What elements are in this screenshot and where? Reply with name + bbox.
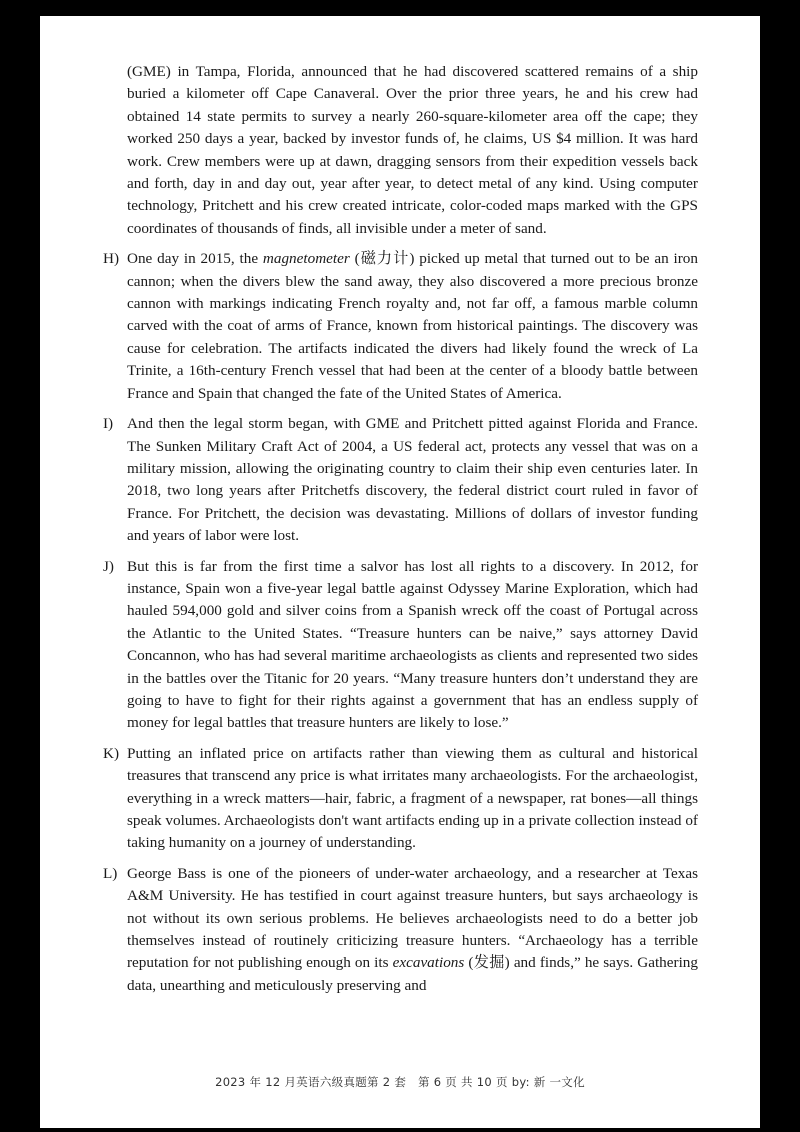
italic-term: excavations (392, 954, 465, 972)
document-page (40, 16, 760, 1128)
paragraph-g-continuation: (GME) in Tampa, Florida, announced that he had discovered scattered remains of a ship buried a kilometer off Cape Canaveral. Over the prior three years, he and his crew had obtained 14 state permits to survey a nearly 260-square-kilometer area off the cape; they worked 250 days a year, backed by investor funds of, he claims, US $4 million. It was hard work. Crew members were up at dawn, dragging sensors from their expedition vessels back and forth, day in and day out, year after year, to detect metal of any kind. Using computer technology, Pritchett and his crew created intricate, color-coded maps marked with the GPS coordinates of thousands of finds, all invisible under a meter of sand. (127, 63, 698, 237)
paragraph-k: K) Putting an inflated price on artifacts rather than viewing them as cultural and historical treasures that transcend any price is what irritates many archaeologists. For the archaeologist, everything in a wreck matters—hair, fabric, a fragment of a newspaper, rat bones—all things speak volumes. Archaeologists don't want artifacts ending up in a private collection instead of taking humanity on a journey of understanding. (103, 744, 698, 852)
document-body (103, 61, 698, 1005)
paragraph-label: K) (103, 744, 120, 762)
page-footer: 2023 年 12 月英语六级真题第 2 套 第 6 页 共 10 页 by: 新 一文化 (215, 1075, 585, 1089)
italic-term: magnetometer (262, 250, 350, 268)
paragraph-label: I) (103, 415, 114, 433)
paragraph-label: L) (103, 864, 118, 882)
paragraph-label: H) (103, 250, 120, 268)
paragraph-j: J) But this is far from the first time a salvor has lost all rights to a discovery. In 2012, for instance, Spain won a five-year legal battle against Odyssey Marine Exploration, which had hauled 594,000 gold and silver coins from a Spanish wreck off the coast of Portugal across the Atlantic to the United States. “Treasure hunters can be naive,” says attorney David Concannon, who has had several maritime archaeologists as clients and represented two sides in the battles over the Titanic for 20 years. “Many treasure hunters don’t understand they are going to have to fight for their rights against a government that has an endless supply of money for legal battles that treasure hunters are likely to lose.” (103, 557, 698, 732)
paragraph-label: J) (103, 557, 114, 575)
paragraph-l: L) George Bass is one of the pioneers of under-water archaeology, and a researcher at Texas A&M University. He has testified in court against treasure hunters, but says archaeology is not without its own serious problems. He believes archaeologists need to do a better job themselves instead of routinely criticizing treasure hunters. “Archaeology has a terrible reputation for not publishing enough on its excavations (发掘) and finds,” he says. Gathering data, unearthing and meticulously preserving and (103, 864, 698, 994)
paragraph-h: H) One day in 2015, the magnetometer (磁力计) picked up metal that turned out to be an iron cannon; when the divers blew the sand away, they also discovered a more precious bronze cannon with markings indicating French royalty and, not far off, a famous marble column carved with the coat of arms of France, known from historical paintings. The discovery was cause for celebration. The artifacts indicated the divers had likely found the wreck of La Trinite, a 16th-century French vessel that had been at the center of a bloody battle between France and Spain that changed the fate of the United States of America. (103, 250, 698, 402)
paragraph-i: I) And then the legal storm began, with GME and Pritchett pitted against Florida and France. The Sunken Military Craft Act of 2004, a US federal act, protects any vessel that was on a military mission, allowing the originating country to claim their ship even centuries later. In 2018, two long years after Pritchetfs discovery, the federal district court ruled in favor of France. For Pritchett, the decision was devastating. Millions of dollars of investor funding and years of labor were lost. (103, 415, 698, 545)
